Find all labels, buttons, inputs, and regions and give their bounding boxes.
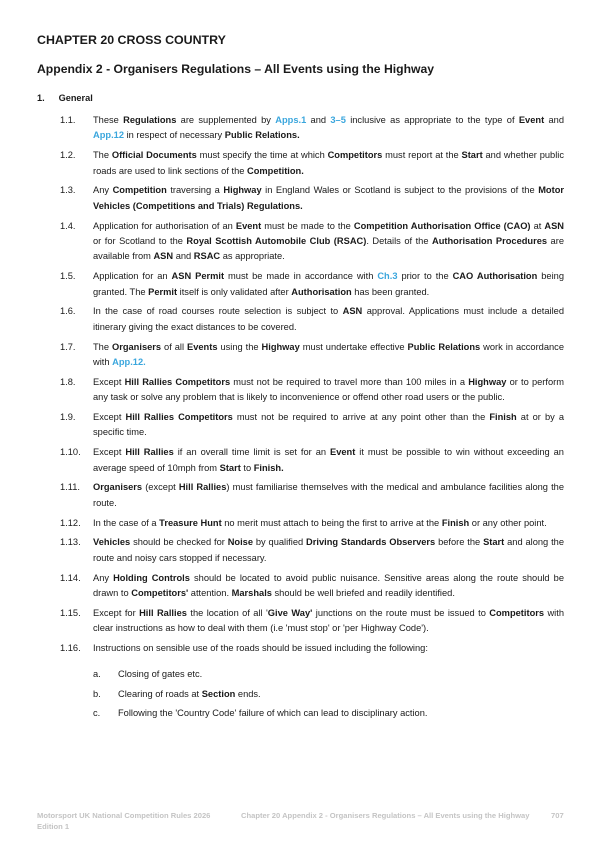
sub-item-text [118,667,564,682]
defined-term: Competition Authorisation Office (CAO) [353,220,531,231]
cross-reference-link[interactable]: Ch.3 [377,271,398,282]
text-span: attention. [188,588,232,599]
text-span: no merit must attach to being the first to arrive at the [221,517,442,528]
text-span: approval. Applications must include a detailed itinerary giving the exact distances to be covered. [93,306,564,332]
regulation-item-number: 1.12. [60,517,81,528]
text-span: In the case of a [93,517,160,528]
text-span: . Details of the [366,236,432,247]
defined-term: Authorisation [291,286,352,297]
defined-term: Start [461,150,483,161]
regulation-item-text [93,410,564,441]
sub-item [0,706,600,721]
regulation-item-number: 1.11. [60,482,80,493]
text-span: Except [93,376,125,387]
cross-reference-link[interactable]: Apps.1 [275,115,307,125]
text-span: and whether public roads are used to link sections of the [93,150,564,176]
text-span: or to perform any task or solve any problem that is likely to inconvenience or offend other road users or the public. [93,376,564,403]
regulation-item [0,375,600,406]
regulation-item [0,480,600,511]
regulation-item-number: 1.13. [60,537,81,548]
regulation-item-text [93,113,564,144]
text-span: and [306,115,331,125]
defined-term: Highway [223,185,262,196]
regulation-item [0,410,600,441]
footer-chapter-title: Chapter 20 Appendix 2 - Organisers Regulations – All Events using the Highway [241,811,530,820]
defined-term: Vehicles [93,537,131,548]
section-number: 1. [37,93,45,103]
text-span: should be checked for [130,537,228,548]
text-span: with clear instructions as how to deal with them (i.e 'must stop' or 'per Highway Code'). [93,607,564,634]
text-span: before the [435,537,484,548]
regulation-item-text [93,606,564,637]
regulation-item-number: 1.16. [60,643,81,654]
text-span: in England Wales or Scotland is subject to the provisions of the [261,185,539,196]
text-span: or for Scotland to the [93,236,187,247]
defined-term: Highway [468,376,507,387]
defined-term: Start [483,537,505,548]
text-span: must not be required to arrive at any point other than the [232,412,490,423]
defined-term: Permit [148,286,178,297]
regulation-item [0,340,600,371]
text-span: and along the route and noisy cars stopped if necessary. [93,537,565,563]
section-title: General [58,93,93,103]
text-span: ends. [235,688,261,699]
text-span: must be made to the [261,220,354,231]
text-span: The [93,341,112,352]
text-span: by qualified [253,537,307,548]
regulation-item-text [93,445,564,476]
text-span: and [544,115,564,125]
defined-term: Finish [489,412,517,423]
defined-term: Driving Standards Observers [306,537,436,548]
defined-term: Hill Rallies [178,482,227,493]
regulation-item-text [93,571,564,602]
text-span: it must be possible to win without exceeding an average speed of 10mph from [93,447,564,473]
defined-term: Event [518,115,545,125]
sub-item-number: c. [93,708,101,719]
sub-item-text [118,706,564,721]
sub-item [0,667,600,682]
defined-term: Official Documents [111,150,197,161]
text-span: the location of all ' [186,607,268,618]
defined-term: Organisers [111,341,162,352]
text-span: work in accordance with [93,341,565,368]
text-span: Except [93,447,126,458]
defined-term: Marshals [231,588,272,599]
text-span: Application for an [93,271,172,282]
regulation-item-number: 1.1. [60,115,76,125]
text-span: as appropriate. [220,251,285,262]
text-span: must specify the time at which [196,150,328,161]
regulation-item-number: 1.4. [60,220,76,231]
regulation-item-number: 1.8. [60,376,76,387]
defined-term: ASN [153,251,174,262]
defined-term: Event [330,447,356,458]
chapter-title: CHAPTER 20 CROSS COUNTRY [37,33,226,47]
text-span: has been granted. [351,286,430,297]
regulation-item-text [93,304,564,335]
regulation-item-text [93,480,564,511]
defined-term: Hill Rallies Competitors [124,376,231,387]
text-span: must not be required to travel more than 100 miles in a [230,376,469,387]
regulation-item [0,641,600,656]
sub-item [0,687,600,702]
defined-term: ASN [544,220,565,231]
defined-term: Start [219,462,241,473]
regulation-item [0,535,600,566]
defined-term: Public Relations [407,341,481,352]
text-span: Clearing of roads at [118,688,202,699]
text-span: ) must familiarise themselves with the medical and ambulance facilities along the route. [93,482,565,508]
regulation-item-text [93,340,564,371]
defined-term: Competitors' [131,588,189,599]
cross-reference-link[interactable]: App.12 [93,130,124,141]
regulation-item-text [93,516,564,531]
text-span: at [530,220,545,231]
regulation-item [0,571,600,602]
text-span: using the [217,341,262,352]
text-span: Application for authorisation of an [93,220,236,231]
regulation-item-number: 1.2. [60,150,76,161]
defined-term: Finish. [253,462,284,473]
regulation-item-number: 1.10. [60,447,81,458]
regulation-item [0,183,600,214]
regulation-item-number: 1.7. [60,341,76,352]
text-span: In the case of road courses route selection is subject to [93,306,343,317]
text-span: to [240,462,254,473]
defined-term: CAO Authorisation [452,271,538,282]
defined-term: Holding Controls [113,572,190,583]
text-span: should be well briefed and readily identified. [271,588,455,599]
text-span: prior to the [397,271,453,282]
regulation-item [0,269,600,300]
defined-term: Events [187,341,218,352]
regulation-item [0,445,600,476]
defined-term: Section [201,688,236,699]
appendix-title: Appendix 2 - Organisers Regulations – All Events using the Highway [37,62,435,76]
text-span: Instructions on sensible use of the roads should be issued including the following: [93,643,428,654]
text-span: traversing a [166,185,224,196]
sub-list [0,667,600,721]
text-span: Closing of gates etc. [118,669,203,680]
text-span: at or by a specific time. [93,412,564,438]
regulation-item [0,148,600,179]
defined-term: Authorisation Procedures [431,236,548,247]
sub-item-text [118,687,564,702]
text-span: Following the 'Country Code' failure of which can lead to disciplinary action. [118,708,428,719]
defined-term: Noise [227,537,254,548]
text-span: must report at the [382,150,462,161]
text-span: (except [142,482,179,493]
sub-item-number: a. [93,669,101,680]
regulation-item-number: 1.3. [60,185,76,196]
text-span: are supplemented by [176,115,276,125]
regulation-item [0,516,600,531]
text-span: Any [93,185,113,196]
regulation-item-text [93,269,564,300]
regulation-item [0,304,600,335]
regulation-item [0,219,600,265]
defined-term: Motor Vehicles (Competitions and Trials) Regulations. [93,185,565,211]
text-span: junctions on the route must be issued to [312,607,490,618]
text-span: Except [93,412,126,423]
defined-term: Hill Rallies Competitors [125,412,233,423]
defined-term: Give Way' [267,607,313,618]
regulation-item-text [93,641,564,656]
text-span: inclusive as appropriate to the type of [345,115,519,125]
regulation-item-text [93,375,564,406]
regulation-item-number: 1.14. [60,572,81,583]
defined-term: RSAC [193,251,221,262]
defined-term: Highway [261,341,300,352]
text-span: and [173,251,194,262]
regulation-item-number: 1.5. [60,271,76,282]
text-span: should be located to avoid public nuisance. Sensitive areas along the route should be drawn to [93,572,564,599]
regulation-item-text [93,183,564,214]
regulation-list [0,113,600,725]
regulation-item [0,606,600,637]
regulation-item-number: 1.15. [60,607,81,618]
defined-term: Finish [441,517,470,528]
text-span: itself is only validated after [177,286,292,297]
text-span: being granted. The [93,271,564,297]
text-span: or any other point. [469,517,547,528]
defined-term: Regulations [123,115,177,125]
defined-term: Treasure Hunt [159,517,222,528]
defined-term: ASN [342,306,363,317]
text-span: These [93,115,124,125]
regulation-item [0,113,600,144]
text-span: The [93,150,112,161]
text-span: must be made in accordance with [224,271,378,282]
defined-term: Competition [112,185,167,196]
defined-term: ASN Permit [171,271,225,282]
regulation-item-text [93,535,564,566]
defined-term: Event [235,220,262,231]
cross-reference-link[interactable]: App.12. [112,357,146,368]
footer-page-number: 707 [551,811,564,820]
text-span: of all [161,341,187,352]
defined-term: Organisers [93,482,143,493]
text-span: Any [93,572,114,583]
regulation-item-number: 1.6. [60,306,76,317]
defined-term: Competitors [489,607,545,618]
defined-term: Competition. [247,165,304,176]
text-span: must undertake effective [299,341,408,352]
text-span: if an overall time limit is set for an [173,447,330,458]
defined-term: Hill Rallies [125,447,174,458]
sub-item-number: b. [93,688,101,699]
cross-reference-link[interactable]: 3–5 [330,115,346,125]
text-span: are available from [93,236,564,262]
section-heading [37,93,93,103]
regulation-item-text [93,148,564,179]
footer-publication: Motorsport UK National Competition Rules 2026 Edition 1 [37,811,211,831]
text-span: Except for [93,607,140,618]
defined-term: Public Relations. [224,130,300,141]
defined-term: Competitors [327,150,383,161]
defined-term: Hill Rallies [139,607,187,618]
text-span: in respect of necessary [124,130,225,141]
defined-term: Royal Scottish Automobile Club (RSAC) [186,236,367,247]
regulation-item-number: 1.9. [60,412,76,423]
regulation-item-text [93,219,564,265]
